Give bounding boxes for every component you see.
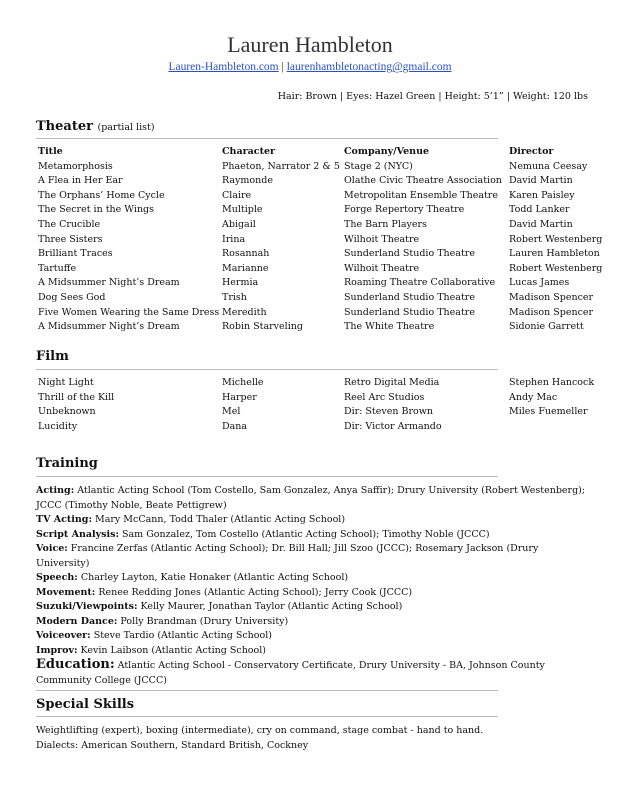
theater-subtitle: (partial list) — [97, 122, 155, 133]
cell-character: Trish — [222, 291, 247, 303]
cell-title: Lucidity — [38, 420, 78, 432]
cell-title: The Orphans’ Home Cycle — [38, 189, 165, 201]
education-block — [36, 658, 576, 688]
film-rows — [38, 376, 608, 434]
table-row — [38, 320, 608, 335]
cell-director: David Martin — [509, 175, 573, 187]
cell-director: Lucas James — [509, 277, 570, 289]
training-label: Speech: — [36, 572, 78, 583]
training-item — [36, 542, 586, 571]
training-item — [36, 600, 586, 615]
cell-title: The Secret in the Wings — [38, 204, 155, 216]
cell-character: Multiple — [222, 204, 263, 216]
cell-title: The Crucible — [38, 218, 101, 230]
training-item — [36, 586, 586, 601]
cell-company: Wilhoit Theatre — [344, 233, 420, 245]
cell-director: Robert Westenberg — [509, 233, 603, 245]
cell-director: Stephen Hancock — [509, 377, 595, 388]
contact-separator: | — [278, 61, 287, 73]
theater-title: Theater — [36, 119, 93, 134]
cell-character: Meredith — [222, 306, 267, 318]
table-row — [38, 160, 608, 175]
cell-company: Olathe Civic Theatre Association — [344, 175, 502, 187]
skills-line: Weightlifting (expert), boxing (intermediate), cry on command, stage combat - hand to hand. — [36, 725, 484, 736]
cell-title: Unbeknown — [38, 406, 96, 418]
cell-title: Three Sisters — [38, 233, 103, 245]
cell-director: Nemuna Ceesay — [509, 160, 588, 172]
cell-director: Sidonie Garrett — [509, 321, 584, 333]
training-detail: Atlantic Acting School (Tom Costello, Sam Gonzalez, Anya Saffir); Drury University (Robert Westenberg); JCCC (Timothy Noble, Beate Pettigrew) — [36, 485, 586, 511]
theater-header-row — [38, 145, 608, 160]
cell-director: David Martin — [509, 218, 573, 230]
table-row — [38, 262, 608, 277]
cell-character: Claire — [222, 189, 252, 201]
cell-title: Thrill of the Kill — [38, 391, 115, 403]
cell-character: Marianne — [222, 262, 269, 274]
training-detail: Renee Redding Jones (Atlantic Acting School); Jerry Cook (JCCC) — [95, 586, 413, 598]
email-link[interactable]: laurenhambletonacting@gmail.com — [286, 61, 452, 73]
training-detail: Sam Gonzalez, Tom Costello (Atlantic Acting School); Timothy Noble (JCCC) — [118, 528, 490, 540]
cell-company: Dir: Victor Armando — [344, 420, 442, 432]
training-item — [36, 571, 586, 586]
cell-character: Irina — [222, 233, 246, 245]
contact-line — [0, 61, 620, 73]
header-company: Company/Venue — [344, 146, 430, 157]
skills-block — [36, 724, 586, 753]
training-label: Improv: — [36, 644, 78, 656]
training-label: Script Analysis: — [36, 528, 119, 540]
cell-title: Metamorphosis — [38, 160, 113, 172]
cell-director: Karen Paisley — [509, 189, 575, 201]
cell-title: A Flea in Her Ear — [38, 175, 123, 187]
education-title: Education: — [36, 657, 115, 672]
training-label: TV Acting: — [36, 514, 92, 525]
training-detail: Kevin Laibson (Atlantic Acting School) — [77, 644, 266, 656]
table-row — [38, 174, 608, 189]
training-label: Movement: — [36, 586, 96, 598]
training-item — [36, 484, 586, 513]
training-label: Voiceover: — [36, 630, 91, 641]
table-row — [38, 405, 608, 420]
cell-company: Roaming Theatre Collaborative — [344, 277, 496, 289]
table-row — [38, 247, 608, 262]
table-row — [38, 376, 608, 391]
cell-character: Robin Starveling — [222, 321, 303, 333]
training-label: Suzuki/Viewpoints: — [36, 601, 138, 612]
education-divider — [36, 690, 498, 691]
cell-director: Robert Westenberg — [509, 262, 603, 274]
cell-title: Dog Sees God — [38, 291, 106, 303]
training-item — [36, 629, 586, 644]
cell-director: Miles Fuemeller — [509, 406, 588, 418]
cell-title: A Midsummer Night’s Dream — [38, 277, 180, 289]
cell-character: Harper — [222, 391, 257, 403]
cell-character: Abigail — [222, 218, 256, 230]
cell-director: Todd Lanker — [509, 204, 570, 216]
theater-section-title — [36, 119, 155, 134]
cell-company: Dir: Steven Brown — [344, 406, 433, 418]
training-detail: Polly Brandman (Drury University) — [117, 615, 289, 627]
theater-table — [38, 145, 608, 335]
table-row — [38, 420, 608, 435]
cell-character: Hermia — [222, 277, 259, 289]
cell-director: Madison Spencer — [509, 306, 594, 318]
training-item — [36, 513, 586, 528]
cell-company: Metropolitan Ensemble Theatre — [344, 189, 498, 201]
cell-title: Five Women Wearing the Same Dress — [38, 306, 220, 318]
cell-company: Sunderland Studio Theatre — [344, 291, 475, 303]
theater-divider — [36, 138, 498, 139]
cell-company: Reel Arc Studios — [344, 391, 425, 403]
education-text: Atlantic Acting School - Conservatory Certificate, Drury University - BA, Johnson County Community College (JCCC) — [36, 660, 545, 686]
table-row — [38, 218, 608, 233]
table-row — [38, 391, 608, 406]
cell-director: Andy Mac — [509, 391, 558, 403]
cell-character: Mel — [222, 406, 241, 418]
cell-company: Stage 2 (NYC) — [344, 160, 413, 172]
cell-title: A Midsummer Night’s Dream — [38, 321, 180, 333]
training-label: Acting: — [36, 485, 75, 496]
training-section-title: Training — [36, 456, 98, 471]
training-detail: Charley Layton, Katie Honaker (Atlantic Acting School) — [77, 572, 349, 583]
cell-director: Lauren Hambleton — [509, 248, 600, 260]
cell-title: Tartuffe — [38, 262, 77, 274]
table-row — [38, 189, 608, 204]
cell-director: Madison Spencer — [509, 291, 594, 303]
training-divider — [36, 476, 498, 477]
film-section-title: Film — [36, 349, 69, 364]
header-director: Director — [509, 146, 554, 157]
training-detail: Mary McCann, Todd Thaler (Atlantic Acting School) — [91, 514, 346, 525]
training-list — [36, 484, 586, 658]
training-detail: Francine Zerfas (Atlantic Acting School); Dr. Bill Hall; Jill Szoo (JCCC); Rosemary Jackson (Drury University) — [36, 543, 539, 569]
cell-company: Wilhoit Theatre — [344, 262, 420, 274]
dialects-line: Dialects: American Southern, Standard British, Cockney — [36, 739, 309, 751]
header-character: Character — [222, 146, 276, 157]
cell-company: Forge Repertory Theatre — [344, 204, 465, 216]
header-title: Title — [38, 146, 63, 157]
training-detail: Steve Tardio (Atlantic Acting School) — [90, 630, 272, 641]
cell-company: The White Theatre — [344, 321, 435, 333]
cell-title: Night Light — [38, 377, 94, 388]
table-row — [38, 306, 608, 321]
physical-stats: Hair: Brown | Eyes: Hazel Green | Height: 5’1” | Weight: 120 lbs — [277, 91, 588, 102]
table-row — [38, 233, 608, 248]
skills-section-title: Special Skills — [36, 697, 135, 712]
skills-divider — [36, 716, 498, 717]
cell-company: Sunderland Studio Theatre — [344, 306, 475, 318]
cell-character: Raymonde — [222, 175, 273, 187]
cell-character: Phaeton, Narrator 2 & 5 — [222, 160, 340, 172]
training-item — [36, 644, 586, 659]
table-row — [38, 276, 608, 291]
table-row — [38, 291, 608, 306]
training-item — [36, 615, 586, 630]
cell-character: Dana — [222, 420, 248, 432]
training-label: Modern Dance: — [36, 615, 118, 627]
cell-company: The Barn Players — [344, 218, 427, 230]
training-item — [36, 528, 586, 543]
training-detail: Kelly Maurer, Jonathan Taylor (Atlantic Acting School) — [137, 601, 403, 612]
cell-company: Sunderland Studio Theatre — [344, 248, 475, 260]
cell-company: Retro Digital Media — [344, 377, 440, 388]
website-link[interactable]: Lauren-Hambleton.com — [168, 61, 279, 73]
applicant-name: Lauren Hambleton — [227, 32, 393, 57]
cell-title: Brilliant Traces — [38, 248, 113, 260]
table-row — [38, 203, 608, 218]
theater-rows — [38, 160, 608, 335]
film-divider — [36, 369, 498, 370]
film-table — [38, 376, 608, 434]
cell-character: Michelle — [222, 377, 264, 388]
cell-character: Rosannah — [222, 248, 270, 260]
training-label: Voice: — [36, 543, 68, 554]
